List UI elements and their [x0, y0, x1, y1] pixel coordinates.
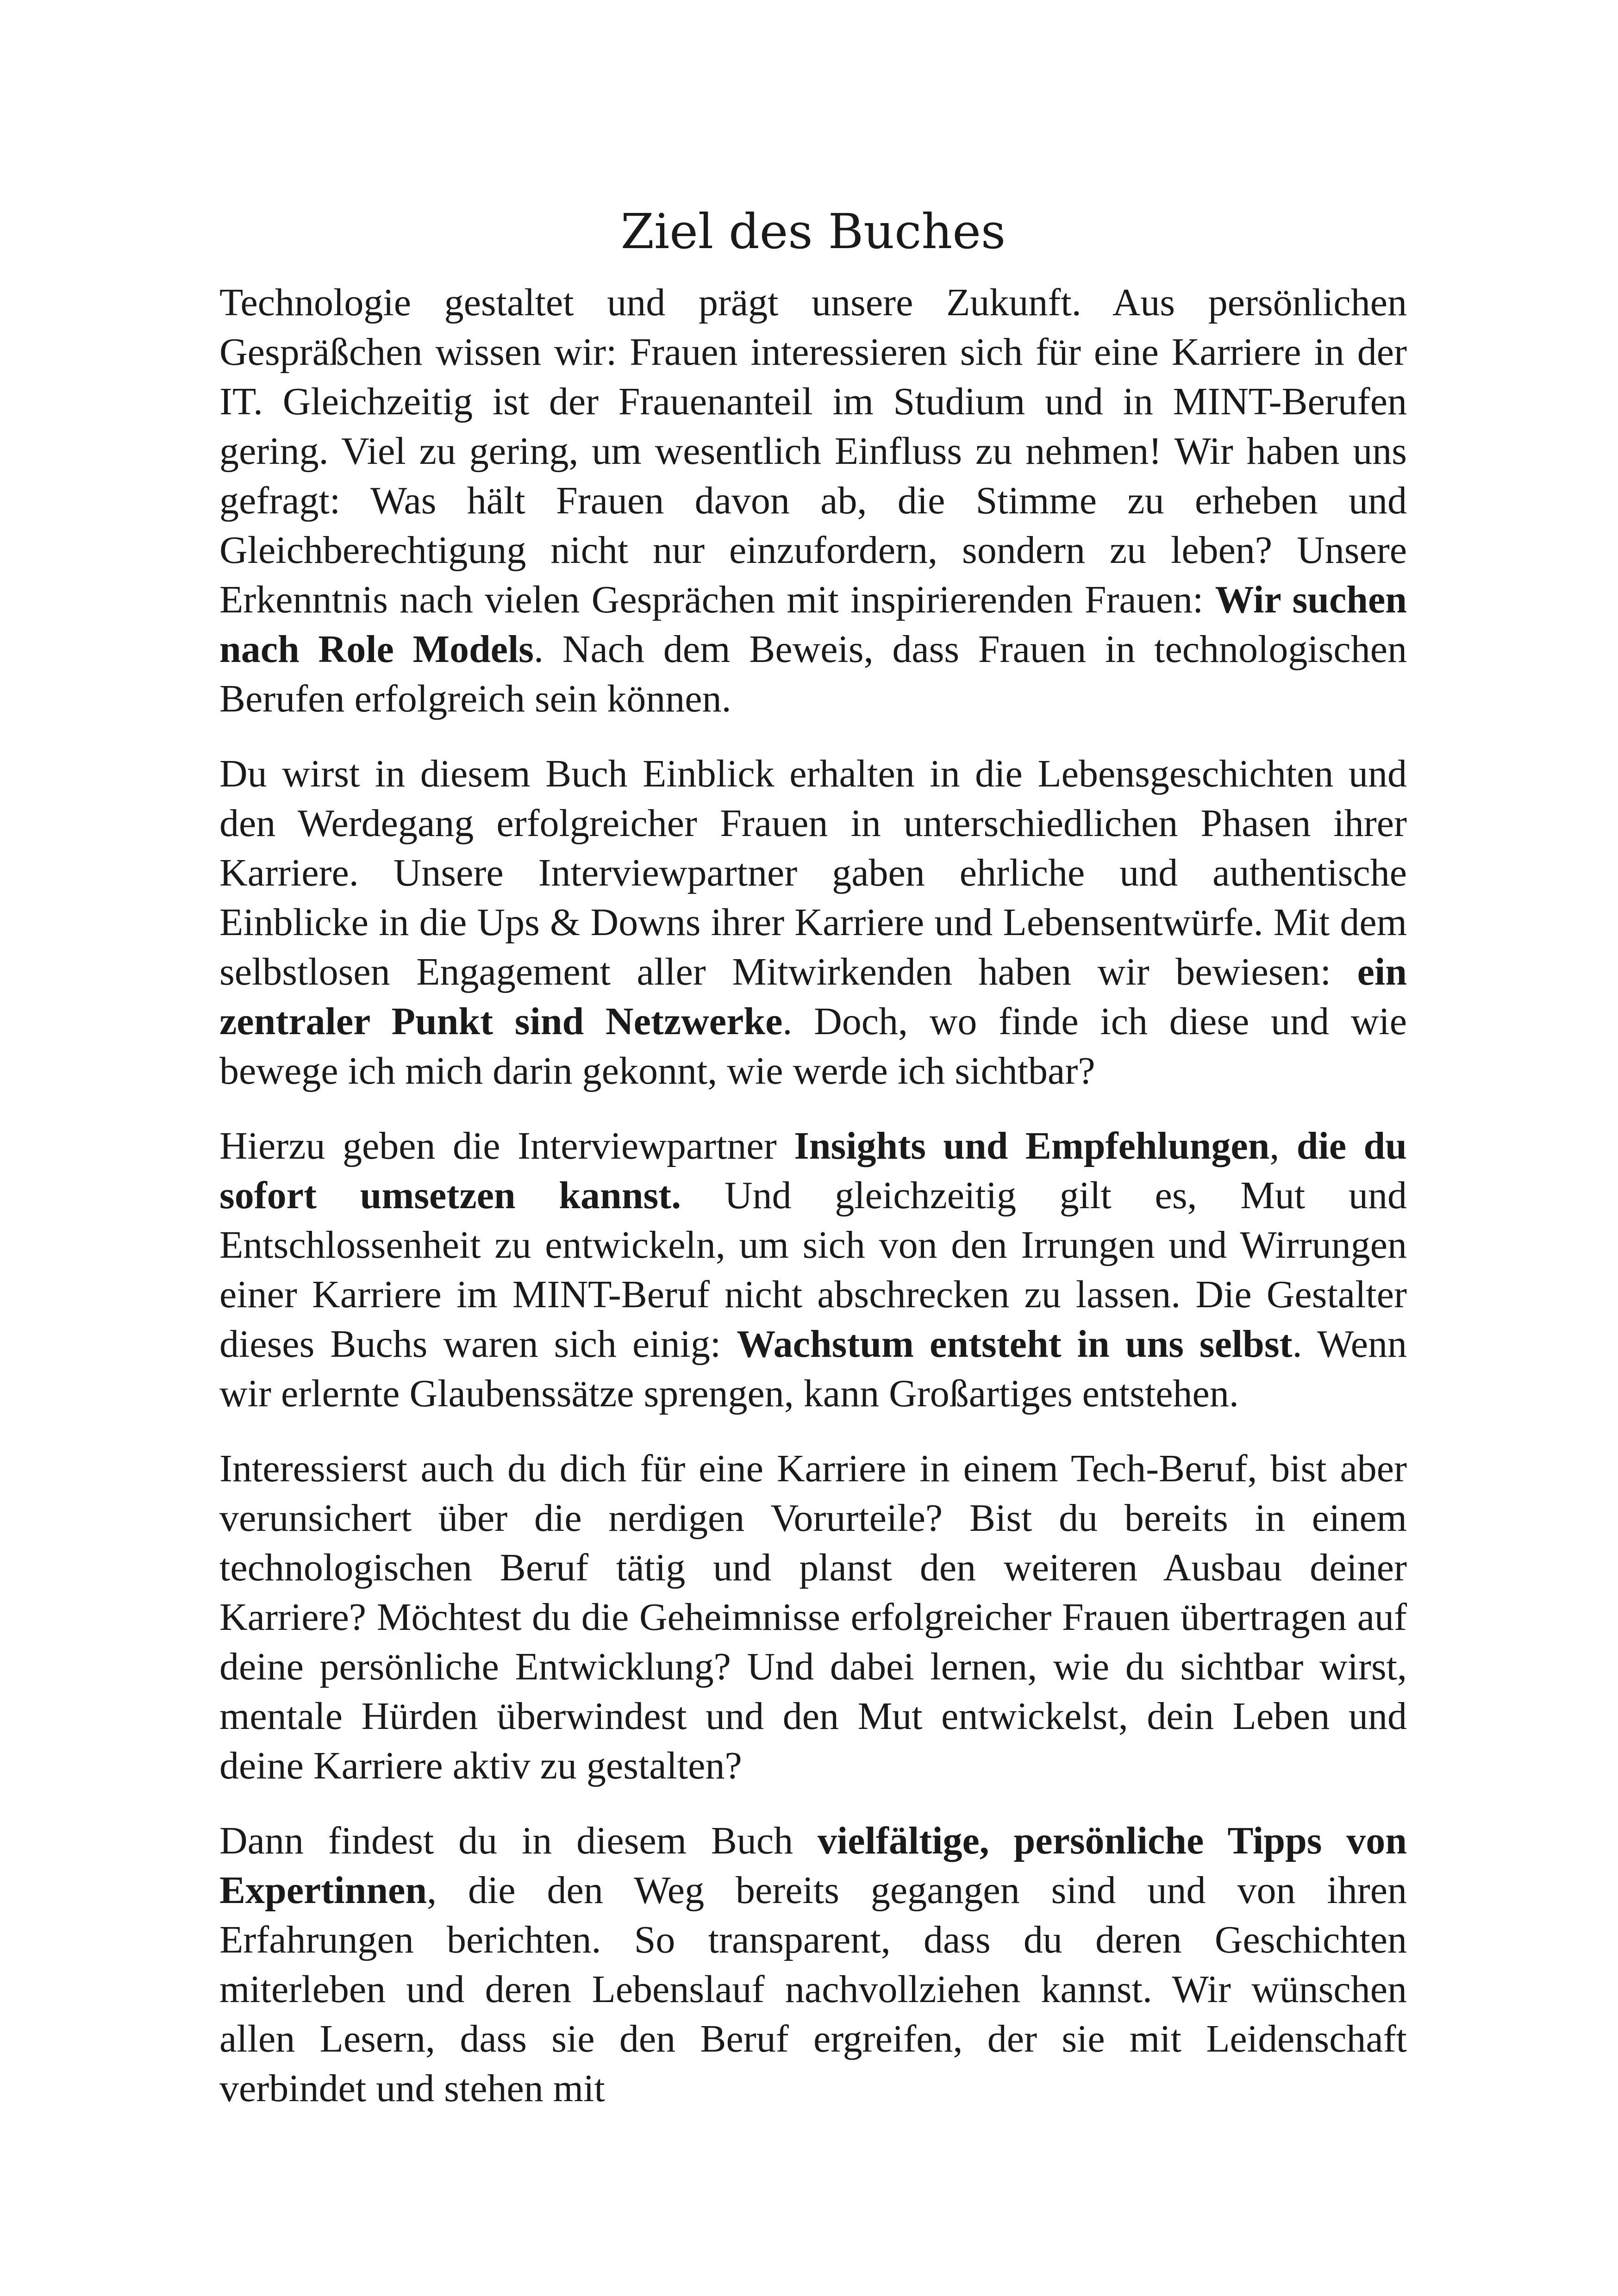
- paragraph-text: . Wenn wir erlernte Glaubenssätze sprengen, kann Großartiges entstehen.: [219, 1323, 1407, 1415]
- paragraph-text: ,: [1269, 1124, 1297, 1167]
- paragraph-3: [219, 1121, 1407, 1418]
- paragraph-emphasis: Insights und Empfehlungen: [794, 1124, 1270, 1167]
- paragraph-text: Technologie gestaltet und prägt unsere Zukunft. Aus persönlichen Gespräßchen wissen wir: Frauen interessieren sich für eine Karriere in der IT. Gleichzeitig ist der Frauenanteil im Studium und in MINT-Berufen gering. Viel zu gering, um wesentlich Einfluss zu nehmen! Wir haben uns gefragt: Was hält Frauen davon ab, die Stimme zu erheben und Gleichberechtigung nicht nur einzufordern, sondern zu leben? Unsere Erkenntnis nach vielen Gesprächen mit inspirierenden Frauen:: [219, 281, 1407, 621]
- paragraph-emphasis: Wir suchen nach Role Models: [219, 578, 1407, 671]
- body-text: [219, 278, 1407, 2113]
- paragraph-4: [219, 1444, 1407, 1791]
- paragraph-5: [219, 1816, 1407, 2113]
- paragraph-text: . Nach dem Beweis, dass Frauen in technologischen Berufen erfolgreich sein können.: [219, 628, 1407, 720]
- paragraph-text: . Doch, wo finde ich diese und wie bewege ich mich darin gekonnt, wie werde ich sichtbar?: [219, 1000, 1407, 1092]
- paragraph-emphasis: ein zentraler Punkt sind Netzwerke: [219, 950, 1407, 1043]
- paragraph-text: , die den Weg bereits gegangen sind und von ihren Erfahrungen berichten. So transparent, dass du deren Geschichten miterleben und deren Lebenslauf nachvollziehen kannst. Wir wünschen allen Lesern, dass sie den Beruf ergreifen, der sie mit Leidenschaft verbindet und stehen mit: [219, 1869, 1407, 2110]
- paragraph-text: Interessierst auch du dich für eine Karriere in einem Tech-Beruf, bist aber verunsichert über die nerdigen Vorurteile? Bist du bereits in einem technologischen Beruf tätig und planst den weiteren Ausbau deiner Karriere? Möchtest du die Geheimnisse erfolgreicher Frauen übertragen auf deine persönliche Entwicklung? Und dabei lernen, wie du sichtbar wirst, mentale Hürden überwindest und den Mut entwickelst, dein Leben und deine Karriere aktiv zu gestalten?: [219, 1447, 1407, 1787]
- paragraph-emphasis: vielfältige, persönliche Tipps von Expertinnen: [219, 1819, 1407, 1912]
- paragraph-text: Und gleichzeitig gilt es, Mut und Entschlossenheit zu entwickeln, um sich von den Irrungen und Wirrungen einer Karriere im MINT-Beruf nicht abschrecken zu lassen. Die Gestalter dieses Buchs waren sich einig:: [219, 1174, 1407, 1366]
- paragraph-text: Du wirst in diesem Buch Einblick erhalten in die Lebensgeschichten und den Werdegang erfolgreicher Frauen in unterschiedlichen Phasen ihrer Karriere. Unsere Interviewpartner gaben ehrliche und authentische Einblicke in die Ups & Downs ihrer Karriere und Lebensentwürfe. Mit dem selbstlosen Engagement aller Mitwirkenden haben wir bewiesen:: [219, 752, 1407, 993]
- paragraph-emphasis: Wachstum entsteht in uns selbst: [737, 1323, 1293, 1366]
- paragraph-emphasis: die du sofort umsetzen kannst.: [219, 1124, 1407, 1217]
- paragraph-1: [219, 278, 1407, 724]
- paragraph-text: Dann findest du in diesem Buch: [219, 1819, 818, 1862]
- paragraph-2: [219, 749, 1407, 1096]
- paragraph-text: Hierzu geben die Interviewpartner: [219, 1124, 794, 1167]
- page-title: Ziel des Buches: [620, 203, 1006, 260]
